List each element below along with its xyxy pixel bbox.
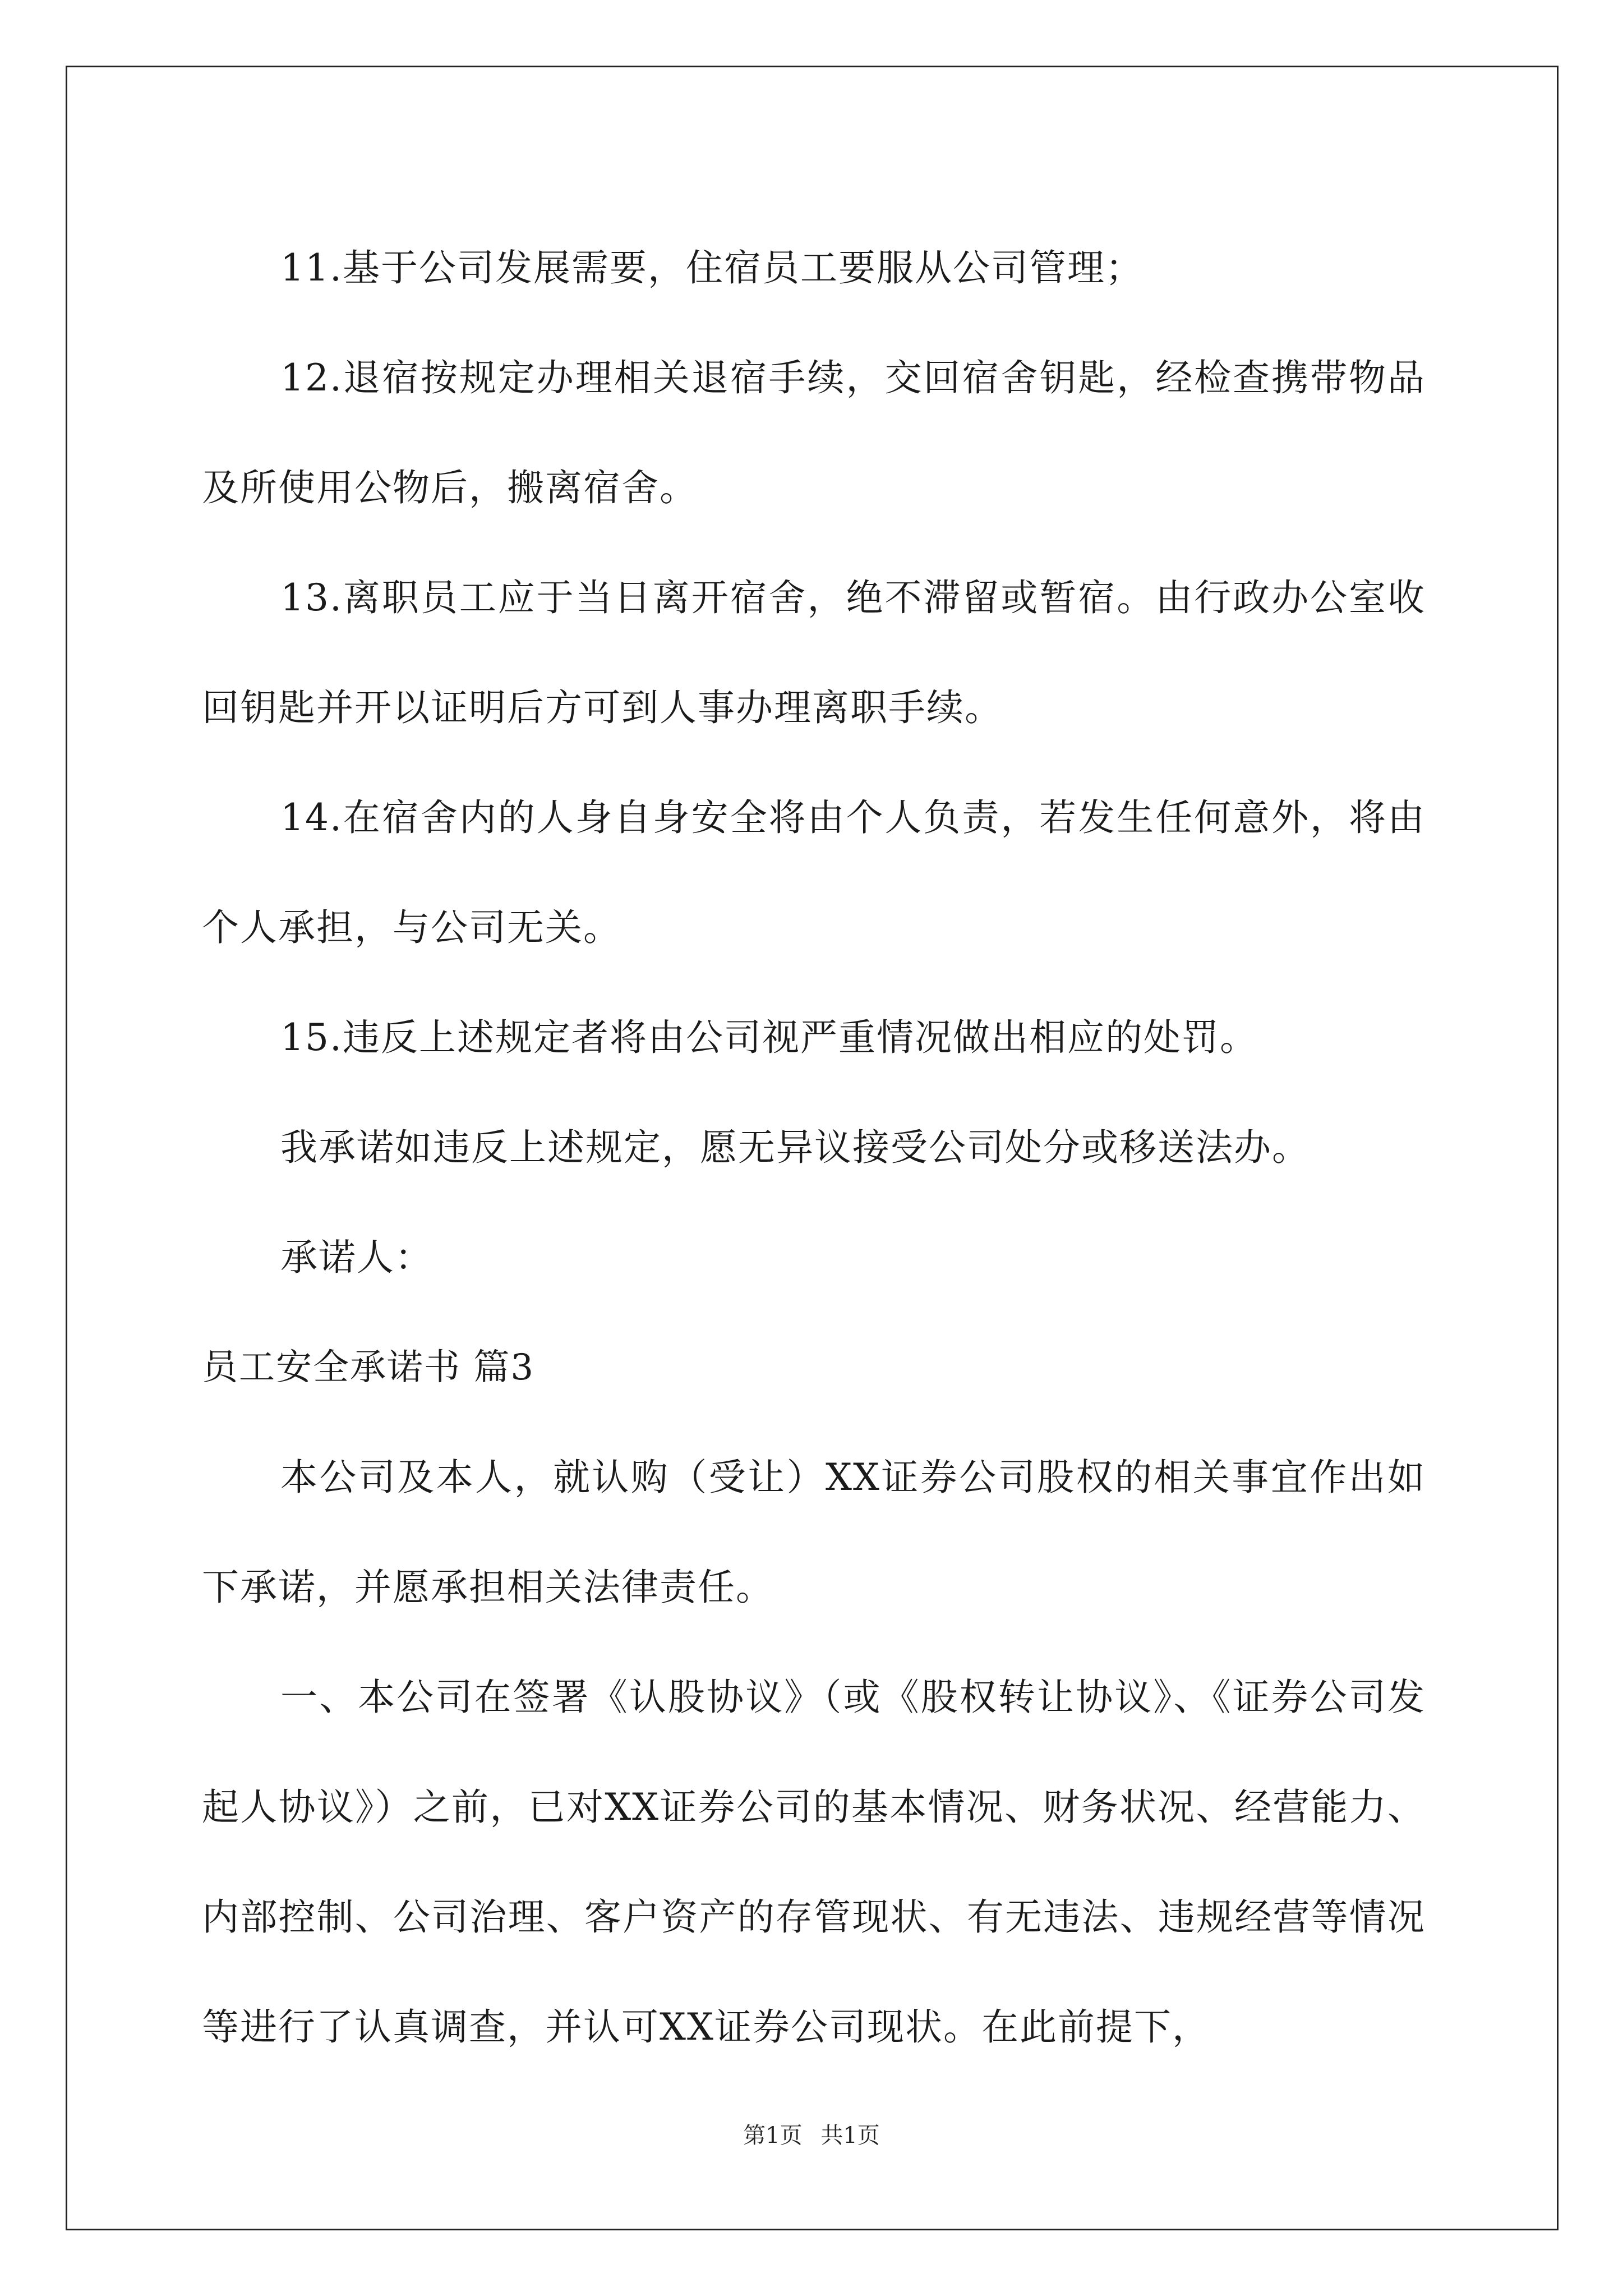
page-number: 第1页	[743, 2123, 803, 2148]
pledger-label: 承诺人：	[280, 1236, 433, 1279]
intro-paragraph: 本公司及本人，就认购（受让）XX证券公司股权的相关事宜作出如下承诺，并愿承担相关法律责任。	[202, 1456, 1426, 1609]
section-heading: 员工安全承诺书 篇3	[202, 1347, 535, 1388]
pledge-statement: 我承诺如违反上述规定，愿无异议接受公司处分或移送法办。	[280, 1126, 1310, 1169]
paragraph-13: 13.离职员工应于当日离开宿舍，绝不滞留或暂宿。由行政办公室收回钥匙并开以证明后方可到人事办理离职手续。	[202, 576, 1426, 729]
page-total: 共1页	[820, 2123, 880, 2148]
page-footer	[0, 2118, 1623, 2150]
paragraph-12: 12.退宿按规定办理相关退宿手续，交回宿舍钥匙，经检查携带物品及所使用公物后，搬离宿舍。	[202, 356, 1426, 509]
clause-one-paragraph: 一、本公司在签署《认股协议》（或《股权转让协议》、《证券公司发起人协议》）之前，已对XX证券公司的基本情况、财务状况、经营能力、内部控制、公司治理、客户资产的存管现状、有无违法、违规经营等情况等进行了认真调查，并认可XX证券公司现状。在此前提下，	[202, 1676, 1426, 2049]
paragraph-11: 11.基于公司发展需要，住宿员工要服从公司管理；	[280, 246, 1144, 289]
document-body	[202, 213, 1426, 2082]
paragraph-14: 14.在宿舍内的人身自身安全将由个人负责，若发生任何意外，将由个人承担，与公司无关。	[202, 796, 1426, 949]
paragraph-15: 15.违反上述规定者将由公司视严重情况做出相应的处罚。	[280, 1016, 1258, 1059]
